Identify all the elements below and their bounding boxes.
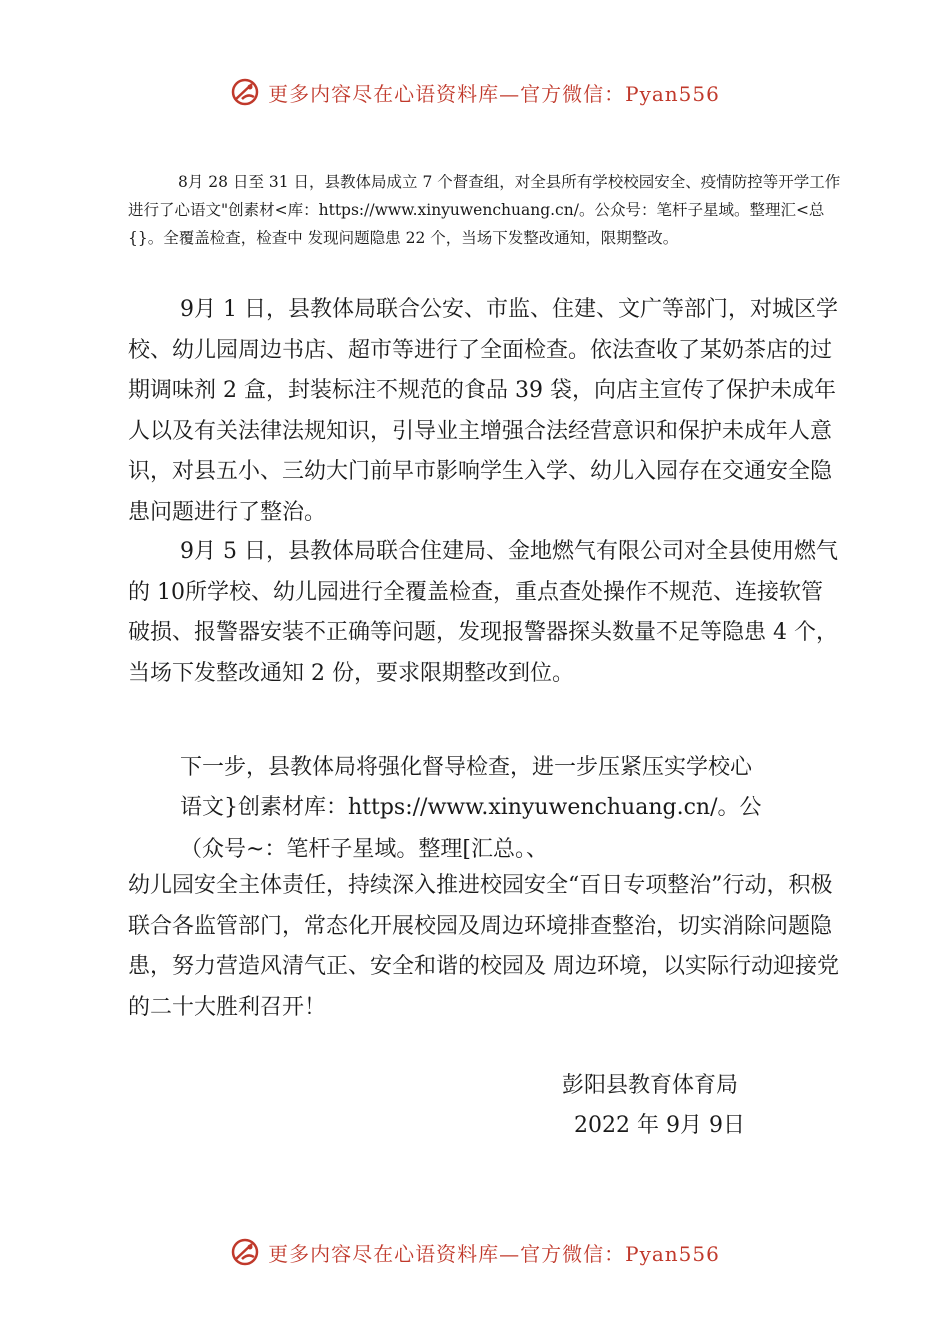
brand-logo-icon bbox=[230, 1237, 260, 1267]
header-banner bbox=[0, 72, 950, 112]
footer-banner bbox=[0, 1232, 950, 1272]
footer-banner-text[interactable]: 更多内容尽在心语资料库—官方微信：Pyan556 bbox=[268, 1241, 720, 1266]
brand-logo-icon bbox=[230, 77, 260, 107]
paragraph-sept-5: 9月 5 日，县教体局联合住建局、金地燃气有限公司对全县使用燃气的 10所学校、幼儿园进行全覆盖检查，重点查处操作不规范、连接软管破损、报警器安装不正确等问题，发现报警器探头数量不足等隐患 4 个，当场下发整改通知 2 份，要求限期整改到位。 bbox=[128, 539, 838, 686]
paragraph-closing: 幼儿园安全主体责任，持续深入推进校园安全“百日专项整治”行动，积极联合各监管部门，常态化开展校园及周边环境排查整治，切实消除问题隐患，努力营造风清气正、安全和谐的校园及 周边环境，以实际行动迎接党的二十大胜利召开！ bbox=[128, 873, 839, 1020]
signature-organization: 彭阳县教育体育局 bbox=[562, 1073, 739, 1098]
next-step-line-2: 语文}创素材库：https://www.xinyuwenchuang.cn/。公 bbox=[180, 795, 762, 820]
paragraph-inspection-groups: 8月 28 日至 31 日，县教体局成立 7 个督查组，对全县所有学校校园安全、疫情防控等开学工作进行了心语文"创素材<库：https://www.xinyuwenchuang.cn/。公众号：笔杆子星域。整理汇<总{}。全覆盖检查，检查中 发现问题隐患 22 个，当场下发整改通知，限期整改。 bbox=[128, 173, 841, 247]
signature-date: 2022 年 9月 9日 bbox=[574, 1113, 745, 1138]
paragraph-sept-1: 9月 1 日，县教体局联合公安、市监、住建、文广等部门，对城区学校、幼儿园周边书店、超市等进行了全面检查。依法查收了某奶茶店的过期调味剂 2 盒，封装标注不规范的食品 39 袋，向店主宣传了保护未成年人以及有关法律法规知识，引导业主增强合法经营意识和保护未成年人意识，对县五小、三幼大门前早市影响学生入学、幼儿入园存在交通安全隐患问题进行了整治。 bbox=[128, 297, 838, 525]
header-banner-text[interactable]: 更多内容尽在心语资料库—官方微信：Pyan556 bbox=[268, 81, 720, 106]
next-step-line-3: （众号~：笔杆子星域。整理[汇总。、 bbox=[180, 837, 549, 862]
next-step-line-1: 下一步，县教体局将强化督导检查，进一步压紧压实学校心 bbox=[180, 755, 753, 780]
